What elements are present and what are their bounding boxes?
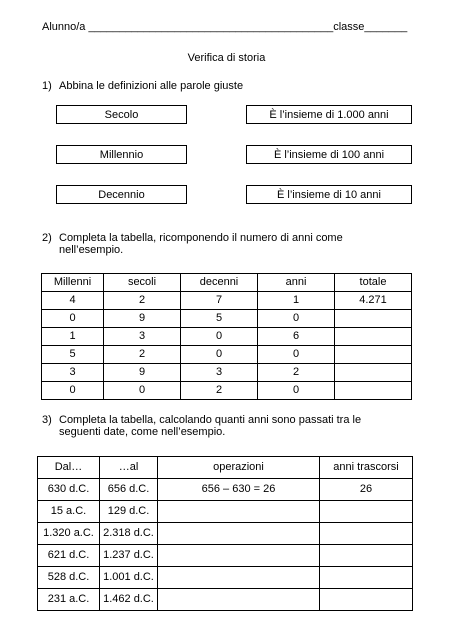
answer-cell[interactable] xyxy=(335,382,412,400)
table-cell: 0 xyxy=(104,382,181,400)
table-cell: 2 xyxy=(104,292,181,310)
question-2 xyxy=(42,232,389,256)
column-header: secoli xyxy=(104,274,181,292)
word-box-millennio: Millennio xyxy=(56,145,187,164)
table-cell: 2.318 d.C. xyxy=(100,523,158,545)
question-3-text: Completa la tabella, calcolando quanti anni sono passati tra le seguenti date, come nell’esempio. xyxy=(59,414,362,438)
definition-box-1000: È l’insieme di 1.000 anni xyxy=(246,105,412,124)
table-cell: 1 xyxy=(258,292,335,310)
definition-box-10: È l’insieme di 10 anni xyxy=(246,185,412,204)
dates-calculation-table xyxy=(37,456,413,611)
answer-cell[interactable] xyxy=(320,545,413,567)
question-1 xyxy=(42,80,389,92)
column-header: …al xyxy=(100,457,158,479)
answer-cell[interactable] xyxy=(158,523,320,545)
table-cell: 0 xyxy=(258,382,335,400)
student-class-line: Alunno/a ________________________________________classe_______ xyxy=(42,21,408,33)
table-cell: 656 d.C. xyxy=(100,479,158,501)
answer-cell[interactable] xyxy=(158,589,320,611)
table-cell: 2 xyxy=(104,346,181,364)
table-cell: 1 xyxy=(42,328,104,346)
column-header: totale xyxy=(335,274,412,292)
table-cell: 0 xyxy=(181,328,258,346)
table-cell: 0 xyxy=(181,346,258,364)
table-row xyxy=(38,523,413,545)
table-row xyxy=(42,292,412,310)
table-cell: 3 xyxy=(42,364,104,382)
table-cell: 621 d.C. xyxy=(38,545,100,567)
table-cell: 528 d.C. xyxy=(38,567,100,589)
page-title: Verifica di storia xyxy=(187,52,266,64)
years-composition-table xyxy=(41,273,412,400)
table-row xyxy=(42,382,412,400)
column-header: decenni xyxy=(181,274,258,292)
table-cell: 0 xyxy=(42,382,104,400)
table-cell: 5 xyxy=(42,346,104,364)
answer-cell[interactable] xyxy=(335,310,412,328)
table-cell: 26 xyxy=(320,479,413,501)
column-header: anni trascorsi xyxy=(320,457,413,479)
table-cell: 1.001 d.C. xyxy=(100,567,158,589)
table-cell: 2 xyxy=(258,364,335,382)
answer-cell[interactable] xyxy=(158,501,320,523)
answer-cell[interactable] xyxy=(320,523,413,545)
table-cell: 129 d.C. xyxy=(100,501,158,523)
table-cell: 4 xyxy=(42,292,104,310)
table-cell: 231 a.C. xyxy=(38,589,100,611)
column-header: anni xyxy=(258,274,335,292)
answer-cell[interactable] xyxy=(158,567,320,589)
table-row xyxy=(38,545,413,567)
table-cell: 1.462 d.C. xyxy=(100,589,158,611)
definition-box-100: È l’insieme di 100 anni xyxy=(246,145,412,164)
table-cell: 5 xyxy=(181,310,258,328)
question-3 xyxy=(42,414,389,438)
table-cell: 6 xyxy=(258,328,335,346)
column-header: Millenni xyxy=(42,274,104,292)
table-row xyxy=(42,346,412,364)
answer-cell[interactable] xyxy=(335,364,412,382)
question-1-number: 1) xyxy=(42,80,52,92)
table-cell: 2 xyxy=(181,382,258,400)
table-row xyxy=(42,364,412,382)
table-cell: 1.237 d.C. xyxy=(100,545,158,567)
table-cell: 3 xyxy=(181,364,258,382)
answer-cell[interactable] xyxy=(158,545,320,567)
table-cell: 0 xyxy=(258,346,335,364)
question-2-number: 2) xyxy=(42,232,52,244)
column-header: operazioni xyxy=(158,457,320,479)
table-cell: 656 – 630 = 26 xyxy=(158,479,320,501)
answer-cell[interactable] xyxy=(320,589,413,611)
table-row xyxy=(38,479,413,501)
answer-cell[interactable] xyxy=(320,501,413,523)
question-3-number: 3) xyxy=(42,414,52,426)
answer-cell[interactable] xyxy=(335,328,412,346)
table-cell: 3 xyxy=(104,328,181,346)
table-header-row xyxy=(38,457,413,479)
question-2-text: Completa la tabella, ricomponendo il numero di anni come nell’esempio. xyxy=(59,232,343,256)
table-cell: 15 a.C. xyxy=(38,501,100,523)
table-cell: 9 xyxy=(104,364,181,382)
table-cell: 630 d.C. xyxy=(38,479,100,501)
table-cell: 0 xyxy=(42,310,104,328)
table-header-row xyxy=(42,274,412,292)
table-cell: 9 xyxy=(104,310,181,328)
word-box-decennio: Decennio xyxy=(56,185,187,204)
table-cell: 4.271 xyxy=(335,292,412,310)
question-1-text: Abbina le definizioni alle parole giuste xyxy=(59,80,244,92)
table-row xyxy=(38,567,413,589)
table-row xyxy=(42,328,412,346)
table-row xyxy=(42,310,412,328)
answer-cell[interactable] xyxy=(335,346,412,364)
table-row xyxy=(38,589,413,611)
answer-cell[interactable] xyxy=(320,567,413,589)
word-box-secolo: Secolo xyxy=(56,105,187,124)
table-cell: 0 xyxy=(258,310,335,328)
table-row xyxy=(38,501,413,523)
table-cell: 7 xyxy=(181,292,258,310)
column-header: Dal… xyxy=(38,457,100,479)
table-cell: 1.320 a.C. xyxy=(38,523,100,545)
